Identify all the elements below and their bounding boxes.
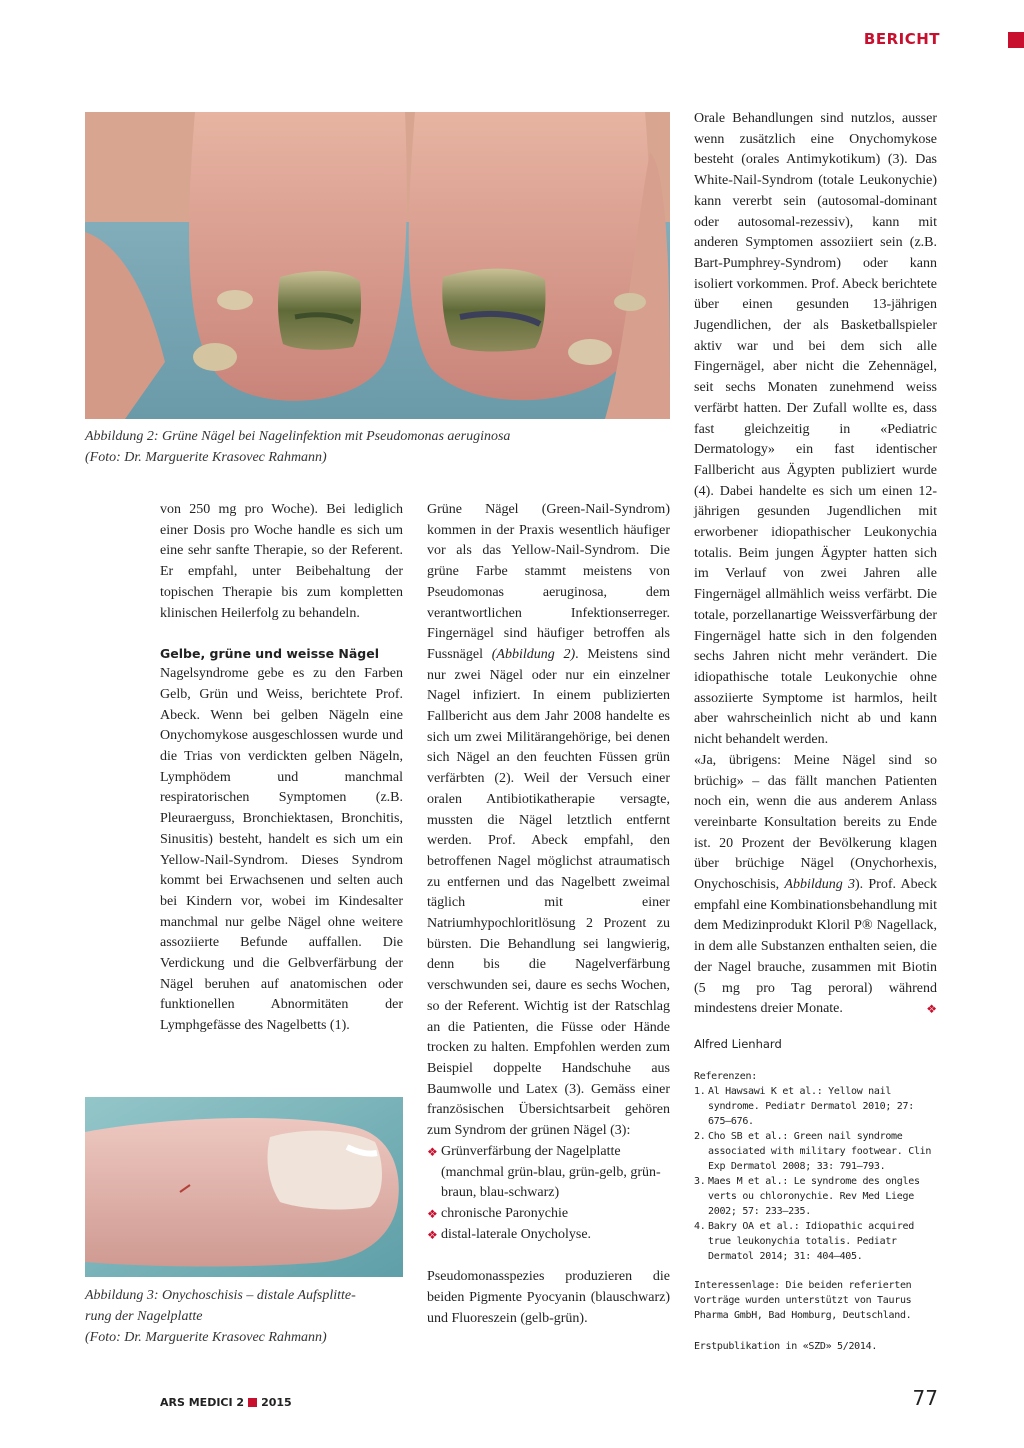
column-2 (427, 500, 670, 1329)
col1-paragraph-2: Nagelsyndrome gebe es zu den Farben Gelb, Grün und Weiss, berichtete Prof. Abeck. Wenn bei gelben Nägeln eine Onychomykose ausgeschlossen wurde und die Trias von verdickten gelben Nägeln, Lymphödem und manchmal respiratorischen Symptomen (z.B. Pleuraerguss, Bronchiektasen, Bronchitis, Sinusitis) besteht, handelt es sich um ein Yellow-Nail-Syndrom. Dieses Syndrom kommt bei Erwachsenen und selten auch bei Kindern vor, wobei im Kindesalter manchmal nur gelbe Nägel ohne weitere assoziierte Befunde auffallen. Die Verdickung und die Gelbverfärbung der Nägel beruhen auf anatomischen oder funktionellen Abnormitäten der Lymphgefässe des Nagelbetts (1). (160, 666, 403, 1034)
figure-2-caption-line: Abbildung 2: Grüne Nägel bei Nagelinfektion mit Pseudomonas aeruginosa (85, 429, 511, 444)
first-publication-note: Erstpublikation in «SZD» 5/2014. (694, 1340, 878, 1352)
figure-2-photo (85, 112, 670, 419)
col2-paragraph-2: Pseudomonasspezies produzieren die beiden Pigmente Pyocyanin (blauschwarz) und Fluoreszein (gelb-grün). (427, 1269, 670, 1326)
section-heading: Gelbe, grüne und weisse Nägel (160, 646, 380, 662)
header-marker (1008, 32, 1024, 48)
figure-3-caption-line-1: Abbildung 3: Onychoschisis – distale Aufsplitte- (85, 1288, 356, 1303)
footer-journal (160, 1396, 292, 1409)
references (694, 1069, 937, 1264)
bullet-item: ❖ Grünverfärbung der Nagelplatte (manchmal grün-blau, grün-gelb, grün-braun, blau-schwarz) (427, 1142, 670, 1204)
bullet-icon: ❖ (427, 1206, 438, 1221)
journal-year: 2015 (261, 1396, 292, 1409)
references-title: Referenzen: (694, 1070, 757, 1082)
figure-3-photo (85, 1097, 403, 1277)
end-of-article-icon: ❖ (926, 1002, 937, 1017)
column-3 (694, 109, 937, 1354)
figure-2-caption (85, 426, 685, 468)
bullet-item: ❖ distal-laterale Onycholyse. (427, 1225, 670, 1246)
column-1 (160, 500, 403, 1037)
figure-2-reference: (Abbildung 2) (491, 646, 576, 662)
page-number: 77 (912, 1386, 938, 1410)
figure-3-caption (85, 1285, 405, 1348)
bullet-icon: ❖ (427, 1227, 438, 1242)
bullet-item: ❖ chronische Paronychie (427, 1204, 670, 1225)
bullet-icon: ❖ (427, 1144, 438, 1159)
reference-item: 4. Bakry OA et al.: Idiopathic acquired true leukonychia totalis. Pediatr Dermatol 2014; 31: 404–405. (694, 1220, 914, 1262)
col2-paragraph-1: Grüne Nägel (Green-Nail-Syndrom) kommen in der Praxis wesentlich häufiger vor als das Yellow-Nail-Syndrom. Die grüne Farbe stammt meistens von Pseudomonas aeruginosa, dem verantwortlichen Infektionserreger. Fingernägel sind häufiger betroffen als Fussnägel (Abbildung 2). Meistens sind nur zwei Nägel oder nur ein einzelner Nagel infiziert. In einem publizierten Fallbericht aus dem Jahr 2008 handelte es sich um zwei Militärangehörige, bei denen sich Nägel an den feuchten Füssen grün verfärbten (2). Weil der Versuch einer oralen Antibiotikatherapie versagte, mussten die Nägel letztlich entfernt werden. Prof. Abeck empfahl, den betroffenen Nagel möglichst atraumatisch zu entfernen und das Nagelbett zweimal täglich mit einer Natriumhypochloritlösung 2 Prozent zu bürsten. Die Behandlung sei langwierig, denn bis die Nagelverfärbung verschwunden sei, daure es sechs Wochen, so der Referent. Wichtig ist der Ratschlag an die Patienten, die Füsse oder Hände trocken zu halten. Empfohlen werden zum Beispiel doppelte Handschuhe aus Baumwolle und Latex (3). Gemäss einer französischen Übersichtsarbeit gehören zum Syndrom der grünen Nägel (3): (427, 502, 671, 1139)
journal-name: ARS MEDICI 2 (160, 1396, 245, 1409)
col3-paragraph-2: «Ja, übrigens: Meine Nägel sind so brüchig» – das fällt manchen Patienten noch ein, wenn die aus anderem Anlass vereinbarte Konsultation bereits zu Ende ist. 20 Prozent der Bevölkerung klagen über brüchige Nägel (Onychorhexis, Onychoschisis, Abbildung 3). Prof. Abeck empfahl eine Kombinationsbehandlung mit dem Medizinprodukt Kloril P® Nagellack, in dem alle Substanzen enthalten seien, die der Nagel brauche, zusammen mit Biotin (5 mg pro Tag peroral) während mindestens dreier Monate. ❖ (694, 751, 937, 1020)
reference-item: 2. Cho SB et al.: Green nail syndrome associated with military footwear. Clin Exp Dermatol 2008; 33: 791–793. (694, 1130, 932, 1172)
reference-item: 3. Maes M et al.: Le syndrome des ongles verts ou chloronychie. Rev Med Liege 2002; 57: 233–235. (694, 1175, 920, 1217)
figure-3-credit: (Foto: Dr. Marguerite Krasovec Rahmann) (85, 1330, 327, 1345)
reference-item: 1. Al Hawsawi K et al.: Yellow nail syndrome. Pediatr Dermatol 2010; 27: 675–676. (694, 1085, 914, 1127)
footer-marker (248, 1398, 257, 1407)
figure-3-reference: Abbildung 3 (784, 877, 855, 893)
figure-2-credit: (Foto: Dr. Marguerite Krasovec Rahmann) (85, 450, 327, 465)
figure-3-caption-line-2: rung der Nagelplatte (85, 1309, 203, 1324)
section-label: BERICHT (863, 30, 940, 48)
author-name: Alfred Lienhard (694, 1036, 782, 1051)
col1-paragraph-1: von 250 mg pro Woche). Bei lediglich einer Dosis pro Woche handle es sich um eine sehr sanfte Therapie, so der Referent. Er empfahl, unter Beibehaltung der topischen Therapie bis zum kompletten klinischen Heilerfolg zu behandeln. (160, 502, 403, 621)
conflict-of-interest: Interessenlage: Die beiden referierten Vorträge wurden unterstützt von Taurus Pharma GmbH, Bad Homburg, Deutschland. (694, 1279, 912, 1321)
col3-paragraph-1: Orale Behandlungen sind nutzlos, ausser wenn zusätzlich eine Onychomykose besteht (orales Antimykotikum) (3). Das White-Nail-Syndrom (totale Leukonychie) kann vererbt sein (autosomal-dominant oder autosomal-rezessiv), kann mit anderen Symptomen assoziiert sein (z.B. Bart-Pumphrey-Syndrom) oder kann isoliert vorkommen. Prof. Abeck berichtete über einen gesunden 13-jährigen Jugendlichen, der als Basketballspieler aktiv war und bei dem sich alle Fingernägel, aber nicht die Zehennägel, seit sechs Monaten zunehmend weiss verfärbt hatten. Der Zufall wollte es, dass fast gleichzeitig in «Pediatric Dermatology» ein fast identischer Fallbericht aus Ägypten publiziert wurde (4). Dabei handelte es sich um einen 12-jährigen gesunden Jugendlichen mit erworbener idiopathischer Leukonychia totalis. Beim jungen Ägypter hatten sich im Verlauf von zwei Jahren alle Fingernägel allmählich weiss verfärbt. Die totale, porzellanartige Weissverfärbung der Fingernägel hatte sich in den folgenden sechs Jahren nicht mehr verändert. Die idiopathische totale Leukonychie ohne assoziierte Symptome ist harmlos, heilt aber wahrscheinlich nicht ab und kann nicht behandelt werden. (694, 111, 937, 748)
